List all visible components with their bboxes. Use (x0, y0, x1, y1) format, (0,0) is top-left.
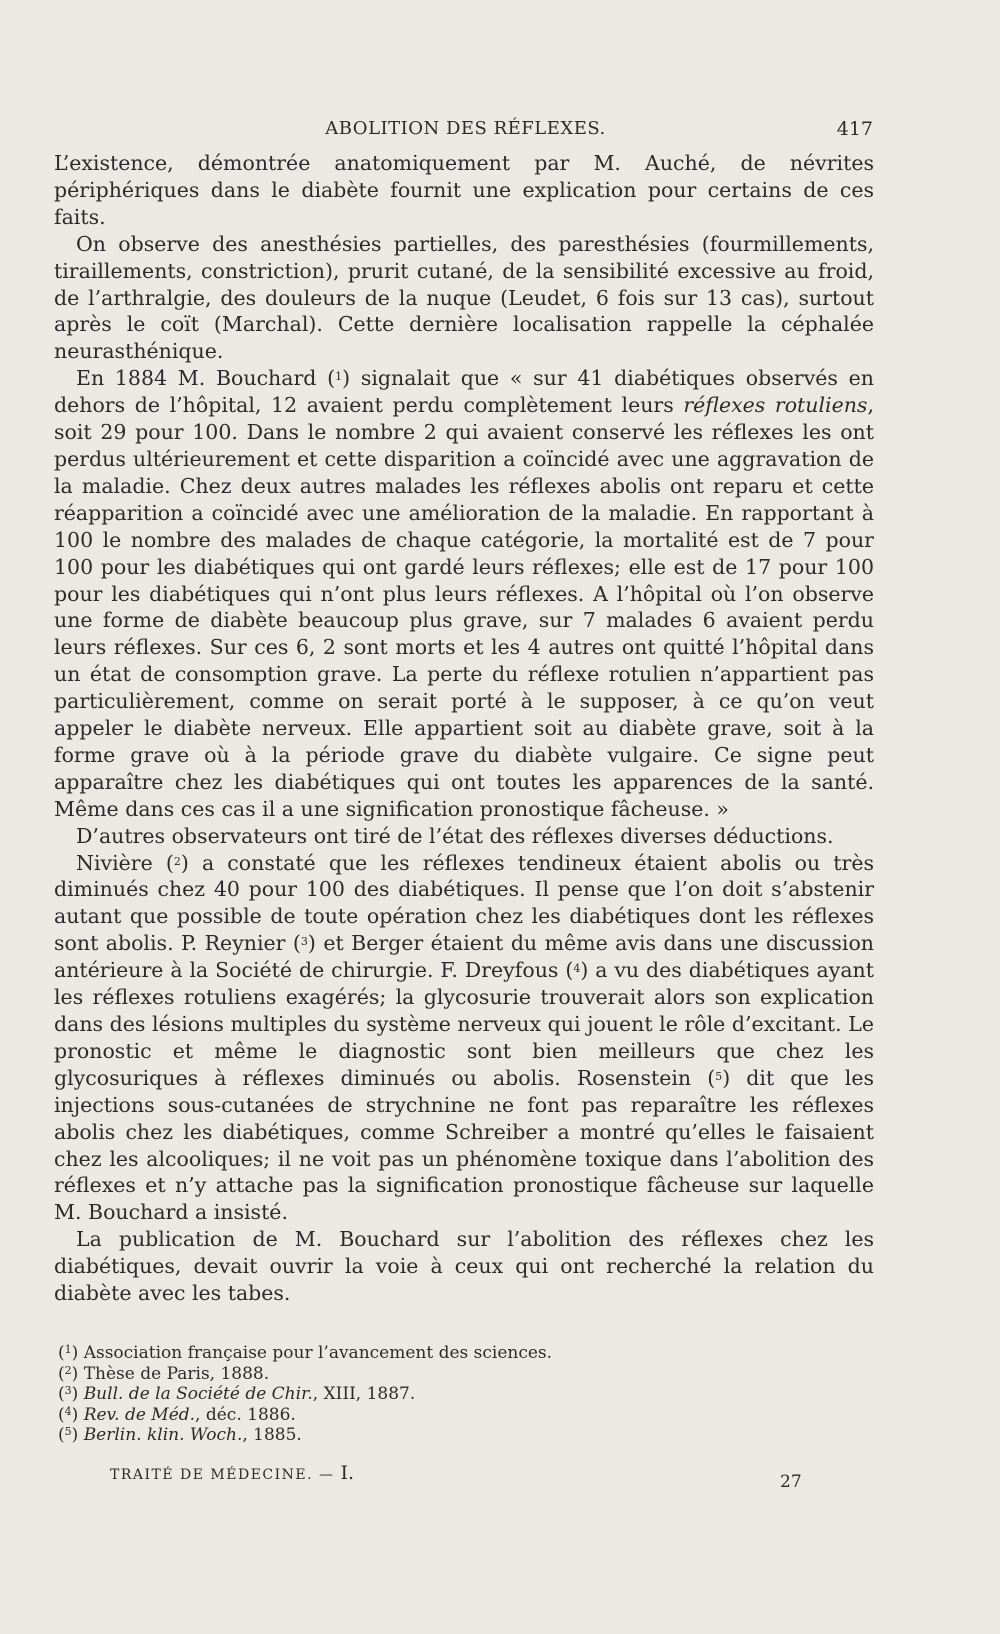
footnote-ref-1: 1 (335, 370, 343, 384)
footnote-ref-4: 4 (573, 962, 581, 976)
paragraph-4: D’autres observateurs ont tiré de l’état des réflexes diverses déductions. (76, 823, 834, 848)
footnote-3: ($^3$) Bull. de la Société de Chir., XIII, 1887. (58, 1384, 416, 1404)
paragraph-5-text-d: ) a vu des diabétiques ayant les réflexes rotuliens exagérés; la glycosurie trouverait alors son explication dans des lésions multiples du système nerveux qui jouent le rôle d’excitant. Le pronostic et même le diagnostic sont bien meilleurs que chez les glycosuriques à réflexes diminués ou abolis. Rosenstein ( (54, 958, 874, 1090)
paragraph-3 (54, 365, 874, 822)
paragraph-1: L’existence, démontrée anatomiquement par M. Auché, de névrites périphériques dans le diabète fournit une explication pour certains de ces faits. (54, 151, 874, 229)
footnote-ref-3: 3 (300, 935, 308, 949)
footnote-details: , XIII, 1887. (312, 1384, 416, 1404)
footnote-details: , déc. 1886. (195, 1404, 296, 1425)
running-title: ABOLITION DES RÉFLEXES. (325, 118, 606, 139)
page-footer (110, 1462, 810, 1502)
paragraph-2: On observe des anesthésies partielles, des paresthésies (fourmillements, tiraillements, constriction), prurit cutané, de la sensibilité excessive au froid, de l’arthralgie, des douleurs de la nuque (Leudet, 6 fois sur 13 cas), surtout après le coït (Marchal). Cette dernière localisation rappelle la céphalée neurasthénique. (54, 231, 874, 364)
book-title-text: TRAITÉ DE MÉDECINE. — (110, 1467, 341, 1483)
footnote-number: 1 (64, 1343, 72, 1356)
footnote-4: ($^4$) Rev. de Méd., déc. 1886. (58, 1404, 296, 1425)
footnote-2: ($^2$) Thèse de Paris, 1888. (58, 1363, 270, 1384)
footnote-number: 4 (64, 1404, 72, 1418)
footnote-source: Berlin. klin. Woch. (83, 1425, 243, 1445)
footnote-text: Association française pour l’avancement des sciences. (83, 1343, 553, 1363)
volume-number: I. (340, 1462, 355, 1484)
paragraph-5-text-e: ) dit que les injections sous-cutanées de strychnine ne font pas reparaître les réflexes abolis chez les diabétiques, comme Schreiber a montré qu’elles le faisaient chez les alcooliques; il ne voit pas un phénomène toxique dans l’abolition des réflexes et n’y attache pas la signification pronostique fâcheuse sur laquelle M. Bouchard a insisté. (54, 1065, 874, 1225)
footnote-number: 2 (64, 1363, 72, 1377)
footnotes (58, 1343, 758, 1446)
footnote-1: ($^1$) Association française pour l’avancement des sciences. (58, 1343, 553, 1363)
paragraph-3-text-b: ) signalait que « sur 41 diabétiques observés en dehors de l’hôpital, 12 avaient perdu complètement leurs (54, 366, 874, 418)
paragraph-5-text-a: Nivière ( (76, 850, 174, 875)
footnote-source: Rev. de Méd. (83, 1404, 196, 1425)
footnote-details: , 1885. (242, 1425, 302, 1445)
page-number: 417 (836, 118, 873, 140)
page-header (58, 118, 873, 146)
paragraph-3-text-c: , soit 29 pour 100. Dans le nombre 2 qui avaient conservé les réflexes les ont perdus ultérieurement et cette disparition a coïncidé avec une aggravation de la maladie. Chez deux autres malades les réflexes abolis ont reparu et cette réapparition a coïncidé avec une amélioration de la maladie. En rapportant à 100 le nombre des malades de chaque catégorie, la mortalité est de 7 pour 100 pour les diabétiques qui ont gardé leurs réflexes; elle est de 17 pour 100 pour les diabétiques qui n’ont plus leurs réflexes. A l’hôpital où l’on observe une forme de diabète beaucoup plus grave, sur 7 malades 6 avaient perdu leurs réflexes. Sur ces 6, 2 sont morts et les 4 autres ont quitté l’hôpital dans un état de consomption grave. La perte du réflexe rotulien n’appartient pas particulièrement, comme on serait porté à le supposer, à ce qu’on veut appeler le diabète nerveux. Elle appartient soit au diabète grave, soit à la forme grave où à la période grave du diabète vulgaire. Ce signe peut apparaître chez les diabétiques qui ont toutes les apparences de la santé. Même dans ces cas il a une signification pronostique fâcheuse. » (54, 393, 874, 821)
footnote-ref-2: 2 (173, 854, 181, 868)
paragraph-3-emphasis: réflexes rotuliens (683, 393, 868, 418)
signature-mark: 27 (780, 1472, 802, 1492)
book-title (110, 1462, 354, 1484)
paragraph-6: La publication de M. Bouchard sur l’abolition des réflexes chez les diabétiques, devait ouvrir la voie à ceux qui ont recherché la relation du diabète avec les tabes. (54, 1227, 874, 1306)
paragraph-5 (54, 850, 874, 1227)
paragraph-3-text-a: En 1884 M. Bouchard ( (76, 366, 336, 391)
footnote-number: 5 (64, 1425, 72, 1438)
footnote-5: ($^5$) Berlin. klin. Woch., 1885. (58, 1425, 302, 1445)
footnote-number: 3 (64, 1384, 72, 1397)
footnote-source: Bull. de la Société de Chir. (83, 1384, 313, 1404)
paragraph-5-text-c: ) et Berger étaient du même avis dans une discussion antérieure à la Société de chirurgie. F. Dreyfous ( (54, 931, 874, 983)
footnote-ref-5: 5 (715, 1069, 723, 1083)
paragraph-5-text-b: ) a constaté que les réflexes tendineux étaient abolis ou très diminués chez 40 pour 100 des diabétiques. Il pense que l’on doit s’abstenir autant que possible de toute opération chez les diabétiques dont les réflexes sont abolis. P. Reynier ( (54, 850, 874, 956)
body-text (54, 150, 874, 1307)
footnote-text: Thèse de Paris, 1888. (83, 1363, 270, 1384)
